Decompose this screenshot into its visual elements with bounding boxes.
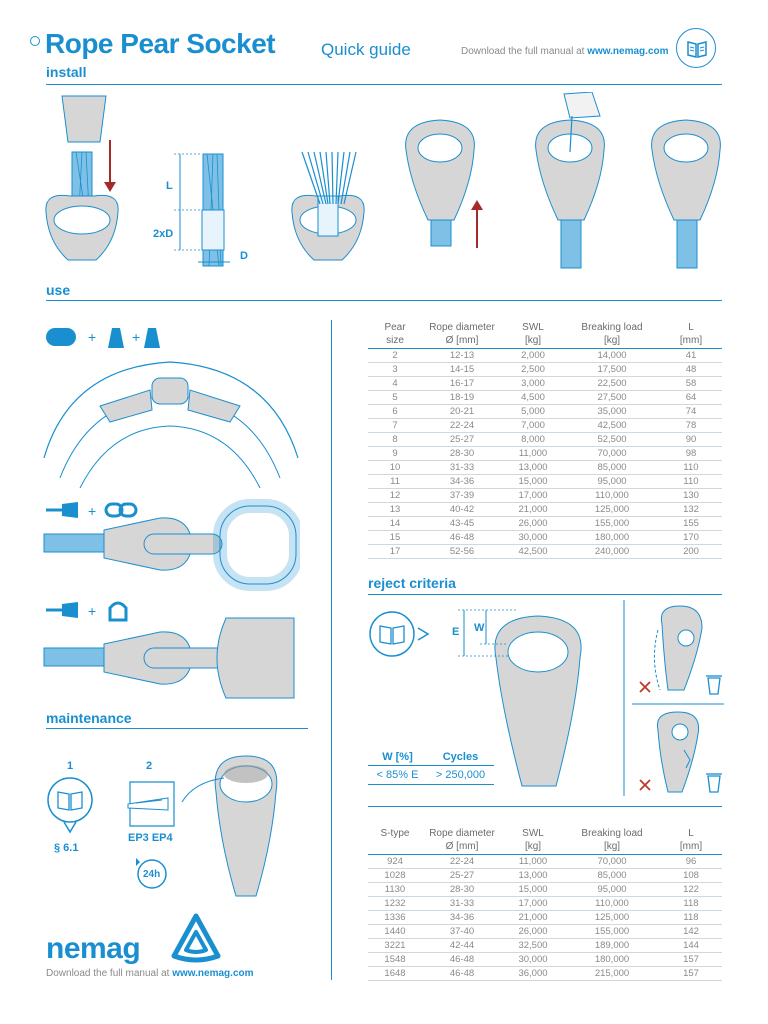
pear-table-row bbox=[368, 376, 722, 390]
pear-table-cell: 58 bbox=[660, 376, 722, 390]
pear-table-cell: 46-48 bbox=[422, 530, 502, 544]
section-maintenance-heading: maintenance bbox=[46, 710, 132, 726]
stype-table-cell: 11,000 bbox=[502, 854, 564, 868]
pear-table-row bbox=[368, 460, 722, 474]
stype-header-rope: Rope diameter bbox=[429, 827, 495, 839]
pear-table-row bbox=[368, 404, 722, 418]
stype-table-cell: 28-30 bbox=[422, 882, 502, 896]
pear-table-cell: 14,000 bbox=[564, 348, 660, 362]
stype-subheader-type bbox=[368, 840, 422, 854]
stype-table-cell: 46-48 bbox=[422, 952, 502, 966]
stype-table-cell: 144 bbox=[660, 938, 722, 952]
pear-table-row bbox=[368, 502, 722, 516]
pear-table-cell: 90 bbox=[660, 432, 722, 446]
stype-table-cell: 70,000 bbox=[564, 854, 660, 868]
label-d: D bbox=[240, 250, 248, 262]
pear-table-cell: 155,000 bbox=[564, 516, 660, 530]
stype-table-cell: 1648 bbox=[368, 966, 422, 980]
maintenance-divider bbox=[46, 728, 308, 729]
stype-table-cell: 46-48 bbox=[422, 966, 502, 980]
stype-table-cell: 95,000 bbox=[564, 882, 660, 896]
install-divider bbox=[46, 84, 722, 85]
pear-table-cell: 110 bbox=[660, 474, 722, 488]
pear-table-cell: 22,500 bbox=[564, 376, 660, 390]
pear-table-cell: 16-17 bbox=[422, 376, 502, 390]
stype-table-cell: 42-44 bbox=[422, 938, 502, 952]
stype-divider bbox=[368, 806, 722, 807]
stype-table-cell: 108 bbox=[660, 868, 722, 882]
maintenance-grease: EP3 EP4 bbox=[128, 832, 173, 844]
label-e: E bbox=[452, 626, 460, 638]
pear-table-cell: 30,000 bbox=[502, 530, 564, 544]
pear-table-cell: 98 bbox=[660, 446, 722, 460]
pear-table-cell: 21,000 bbox=[502, 502, 564, 516]
stype-table-row bbox=[368, 868, 722, 882]
maintenance-interval: 24h bbox=[143, 869, 161, 880]
label-w: W bbox=[474, 622, 485, 634]
pear-table-row bbox=[368, 516, 722, 530]
pear-table-cell: 180,000 bbox=[564, 530, 660, 544]
stype-table-cell: 110,000 bbox=[564, 896, 660, 910]
pear-table-cell: 8 bbox=[368, 432, 422, 446]
pear-table-cell: 4,500 bbox=[502, 390, 564, 404]
pear-table-row bbox=[368, 348, 722, 362]
pear-table-cell: 64 bbox=[660, 390, 722, 404]
pear-table-cell: 5,000 bbox=[502, 404, 564, 418]
pear-subheader-size: size bbox=[368, 334, 422, 348]
stype-table-row bbox=[368, 924, 722, 938]
pear-table-cell: 43-45 bbox=[422, 516, 502, 530]
stype-table-cell: 1440 bbox=[368, 924, 422, 938]
stype-table-cell: 142 bbox=[660, 924, 722, 938]
pear-table-cell: 155 bbox=[660, 516, 722, 530]
svg-text:+: + bbox=[88, 603, 97, 619]
stype-table-cell: 1336 bbox=[368, 910, 422, 924]
use-divider bbox=[46, 300, 722, 301]
pear-subheader-breaking: [kg] bbox=[564, 334, 660, 348]
pear-table-cell: 17,500 bbox=[564, 362, 660, 376]
stype-table-row bbox=[368, 896, 722, 910]
pear-table-cell: 132 bbox=[660, 502, 722, 516]
maintenance-illustration bbox=[44, 752, 290, 900]
pear-table-cell: 6 bbox=[368, 404, 422, 418]
pear-table-cell: 35,000 bbox=[564, 404, 660, 418]
pear-table-cell: 52,500 bbox=[564, 432, 660, 446]
svg-text:+: + bbox=[88, 503, 97, 519]
wear-value-cycles: > 250,000 bbox=[427, 766, 494, 785]
stype-table-cell: 34-36 bbox=[422, 910, 502, 924]
stype-table-cell: 3221 bbox=[368, 938, 422, 952]
pear-table-cell: 20-21 bbox=[422, 404, 502, 418]
stype-table bbox=[368, 826, 722, 981]
pear-table-cell: 17,000 bbox=[502, 488, 564, 502]
pear-table-cell: 5 bbox=[368, 390, 422, 404]
page-subtitle: Quick guide bbox=[321, 40, 411, 59]
stype-header-type: S-type bbox=[380, 827, 410, 839]
pear-table-cell: 34-36 bbox=[422, 474, 502, 488]
pear-table-cell: 12 bbox=[368, 488, 422, 502]
stype-table-cell: 96 bbox=[660, 854, 722, 868]
stype-header-breaking: Breaking load bbox=[581, 827, 643, 839]
pear-table-cell: 15,000 bbox=[502, 474, 564, 488]
label-l: L bbox=[166, 180, 173, 192]
section-install-heading: install bbox=[46, 64, 87, 80]
pear-table-cell: 48 bbox=[660, 362, 722, 376]
use-illustration bbox=[40, 318, 300, 708]
pear-table-cell: 41 bbox=[660, 348, 722, 362]
maintenance-step-2: 2 bbox=[146, 760, 153, 772]
stype-table-row bbox=[368, 966, 722, 980]
stype-table-cell: 25-27 bbox=[422, 868, 502, 882]
pear-table-cell: 31-33 bbox=[422, 460, 502, 474]
stype-table-cell: 36,000 bbox=[502, 966, 564, 980]
stype-subheader-swl: [kg] bbox=[502, 840, 564, 854]
pear-table-cell: 42,500 bbox=[564, 418, 660, 432]
install-illustration bbox=[40, 92, 730, 277]
pear-table-cell: 15 bbox=[368, 530, 422, 544]
stype-table-cell: 21,000 bbox=[502, 910, 564, 924]
pear-table-cell: 110 bbox=[660, 460, 722, 474]
stype-subheader-rope: Ø [mm] bbox=[422, 840, 502, 854]
pear-table-cell: 40-42 bbox=[422, 502, 502, 516]
stype-table-body bbox=[368, 854, 722, 980]
stype-table-cell: 13,000 bbox=[502, 868, 564, 882]
section-reject-heading: reject criteria bbox=[368, 575, 456, 591]
pear-table-cell: 78 bbox=[660, 418, 722, 432]
pear-table-cell: 37-39 bbox=[422, 488, 502, 502]
stype-table-row bbox=[368, 938, 722, 952]
stype-table-cell: 1130 bbox=[368, 882, 422, 896]
pear-table-cell: 14-15 bbox=[422, 362, 502, 376]
pear-subheader-swl: [kg] bbox=[502, 334, 564, 348]
pear-table-cell: 3 bbox=[368, 362, 422, 376]
stype-table-cell: 157 bbox=[660, 966, 722, 980]
stype-table-cell: 22-24 bbox=[422, 854, 502, 868]
pear-table-row bbox=[368, 432, 722, 446]
pear-table-cell: 2 bbox=[368, 348, 422, 362]
stype-table-cell: 189,000 bbox=[564, 938, 660, 952]
pear-table-cell: 28-30 bbox=[422, 446, 502, 460]
pear-table-cell: 240,000 bbox=[564, 544, 660, 558]
header-download-text: Download the full manual at www.nemag.com bbox=[461, 46, 669, 57]
stype-table-row bbox=[368, 882, 722, 896]
pear-table-cell: 95,000 bbox=[564, 474, 660, 488]
pear-table-row bbox=[368, 474, 722, 488]
pear-table-cell: 70,000 bbox=[564, 446, 660, 460]
maintenance-step-1: 1 bbox=[67, 760, 74, 772]
stype-header-l: L bbox=[688, 827, 694, 839]
pear-table-cell: 200 bbox=[660, 544, 722, 558]
stype-table-cell: 1548 bbox=[368, 952, 422, 966]
pear-header-size: Pear bbox=[384, 321, 406, 333]
pear-header-l: L bbox=[688, 321, 694, 333]
label-2xd: 2xD bbox=[153, 228, 174, 240]
stype-table-cell: 15,000 bbox=[502, 882, 564, 896]
stype-table-cell: 37-40 bbox=[422, 924, 502, 938]
pear-table-cell: 13,000 bbox=[502, 460, 564, 474]
stype-subheader-breaking: [kg] bbox=[564, 840, 660, 854]
pear-table-cell: 170 bbox=[660, 530, 722, 544]
stype-table-cell: 122 bbox=[660, 882, 722, 896]
logo-mark-icon bbox=[30, 36, 40, 46]
wear-header-cycles: Cycles bbox=[427, 749, 494, 766]
stype-table-cell: 30,000 bbox=[502, 952, 564, 966]
pear-table-cell: 3,000 bbox=[502, 376, 564, 390]
pear-table-cell: 74 bbox=[660, 404, 722, 418]
stype-table-cell: 26,000 bbox=[502, 924, 564, 938]
stype-table-row bbox=[368, 910, 722, 924]
wear-table bbox=[368, 749, 494, 785]
pear-table-cell: 9 bbox=[368, 446, 422, 460]
pear-table-cell: 26,000 bbox=[502, 516, 564, 530]
stype-header-swl: SWL bbox=[522, 827, 544, 839]
pear-subheader-l: [mm] bbox=[660, 334, 722, 348]
stype-table-cell: 215,000 bbox=[564, 966, 660, 980]
pear-table-cell: 52-56 bbox=[422, 544, 502, 558]
stype-table-cell: 180,000 bbox=[564, 952, 660, 966]
stype-table-cell: 155,000 bbox=[564, 924, 660, 938]
pear-table-cell: 42,500 bbox=[502, 544, 564, 558]
stype-table-cell: 1232 bbox=[368, 896, 422, 910]
stype-table-cell: 32,500 bbox=[502, 938, 564, 952]
pear-table-cell: 7,000 bbox=[502, 418, 564, 432]
stype-table-cell: 1028 bbox=[368, 868, 422, 882]
pear-table-cell: 14 bbox=[368, 516, 422, 530]
pear-table-cell: 110,000 bbox=[564, 488, 660, 502]
pear-table-cell: 25-27 bbox=[422, 432, 502, 446]
pear-table-row bbox=[368, 362, 722, 376]
pear-header-rope: Rope diameter bbox=[429, 321, 495, 333]
footer-download-text: Download the full manual at www.nemag.com bbox=[46, 968, 254, 979]
footer-download-link[interactable]: www.nemag.com bbox=[172, 968, 254, 979]
pear-subheader-rope: Ø [mm] bbox=[422, 334, 502, 348]
pear-table-cell: 11,000 bbox=[502, 446, 564, 460]
column-divider bbox=[331, 320, 332, 980]
pear-table-row bbox=[368, 530, 722, 544]
pear-table-row bbox=[368, 544, 722, 558]
page-title: Rope Pear Socket bbox=[45, 28, 276, 59]
stype-table-row bbox=[368, 854, 722, 868]
pear-table-cell: 10 bbox=[368, 460, 422, 474]
pear-header-breaking: Breaking load bbox=[581, 321, 643, 333]
pear-table-row bbox=[368, 418, 722, 432]
stype-table-cell: 85,000 bbox=[564, 868, 660, 882]
stype-table-cell: 17,000 bbox=[502, 896, 564, 910]
svg-text:+: + bbox=[88, 329, 97, 345]
pear-table-cell: 4 bbox=[368, 376, 422, 390]
pear-header-swl: SWL bbox=[522, 321, 544, 333]
pear-table-cell: 8,000 bbox=[502, 432, 564, 446]
stype-table-cell: 125,000 bbox=[564, 910, 660, 924]
nemag-logo-icon bbox=[170, 912, 222, 964]
pear-table-cell: 22-24 bbox=[422, 418, 502, 432]
header-download-link[interactable]: www.nemag.com bbox=[587, 46, 669, 57]
stype-table-cell: 118 bbox=[660, 896, 722, 910]
pear-table-cell: 11 bbox=[368, 474, 422, 488]
wear-value-w: < 85% E bbox=[368, 766, 427, 785]
stype-table-cell: 157 bbox=[660, 952, 722, 966]
pear-table-row bbox=[368, 446, 722, 460]
brand-wordmark: nemag bbox=[46, 932, 141, 965]
pear-table-row bbox=[368, 390, 722, 404]
stype-table-cell: 118 bbox=[660, 910, 722, 924]
pear-table-cell: 2,000 bbox=[502, 348, 564, 362]
manual-book-icon bbox=[676, 28, 716, 68]
pear-table-cell: 12-13 bbox=[422, 348, 502, 362]
pear-table-cell: 125,000 bbox=[564, 502, 660, 516]
pear-table-row bbox=[368, 488, 722, 502]
stype-table-cell: 924 bbox=[368, 854, 422, 868]
stype-table-cell: 31-33 bbox=[422, 896, 502, 910]
pear-table-cell: 130 bbox=[660, 488, 722, 502]
pear-size-table bbox=[368, 320, 722, 559]
pear-table-cell: 7 bbox=[368, 418, 422, 432]
pear-table-cell: 17 bbox=[368, 544, 422, 558]
pear-table-cell: 18-19 bbox=[422, 390, 502, 404]
svg-text:+: + bbox=[132, 329, 141, 345]
maintenance-ref: § 6.1 bbox=[54, 842, 79, 854]
stype-table-row bbox=[368, 952, 722, 966]
pear-table-cell: 2,500 bbox=[502, 362, 564, 376]
pear-table-cell: 85,000 bbox=[564, 460, 660, 474]
pear-table-cell: 27,500 bbox=[564, 390, 660, 404]
reject-divider bbox=[368, 594, 722, 595]
stype-subheader-l: [mm] bbox=[660, 840, 722, 854]
section-use-heading: use bbox=[46, 282, 71, 298]
pear-table-body bbox=[368, 348, 722, 558]
pear-table-cell: 13 bbox=[368, 502, 422, 516]
wear-header-w: W [%] bbox=[368, 749, 427, 766]
